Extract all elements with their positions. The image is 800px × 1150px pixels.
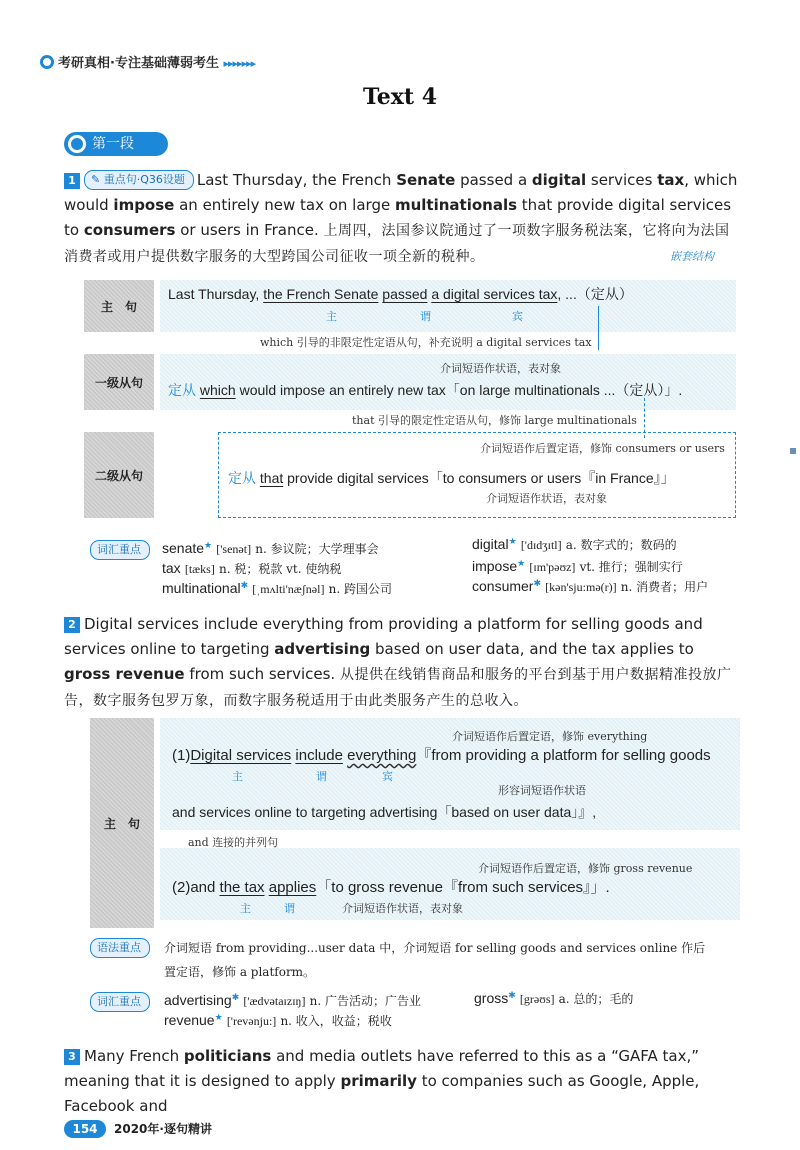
footer-text: 2020年·逐句精讲 — [114, 1122, 212, 1136]
second-clause-label: 二级从句 — [84, 432, 154, 518]
vocab-tag-1: 词汇重点 — [90, 540, 153, 560]
revenue-modifier-note: 介词短语作后置定语，修饰 gross revenue — [478, 862, 693, 875]
second-clause-sentence: 定从 that provide digital services「to consumers or users『in France』」 — [228, 470, 675, 486]
label-verb: 谓 — [420, 311, 431, 323]
second-clause-prep-note: 介词短语作后置定语，修饰 consumers or users — [480, 442, 725, 455]
first-clause-label: 一级从句 — [84, 354, 154, 410]
main-clause-label: 主 句 — [84, 280, 154, 332]
vocab-revenue: revenue★ ['revənju:] n. 收入，收益；税收 — [164, 1012, 392, 1028]
running-header — [40, 52, 255, 71]
vocab-advertising: advertising✱ ['ædvətaɪzɪŋ] n. 广告活动；广告业 — [164, 992, 421, 1008]
arrows-decor: ▸▸▸▸▸▸▸ — [223, 57, 256, 70]
paragraph-number: 2 — [64, 617, 80, 633]
label-subject-3: 主 — [240, 903, 251, 915]
main-clause-label-2: 主 句 — [90, 718, 154, 928]
second-clause-adverbial-note: 介词短语作状语，表对象 — [486, 492, 607, 505]
clause-2-line: (2)and the tax applies「to gross revenue『from such services』」. — [172, 879, 610, 896]
page-number: 154 — [64, 1120, 106, 1138]
label-verb-3: 谓 — [284, 903, 295, 915]
search-icon — [68, 135, 86, 153]
first-clause-sentence: 定从 which would impose an entirely new tax「on large multinationals ...（定从）」. — [168, 382, 683, 398]
vocab-tax: tax [tæks] n. 税；税款 vt. 使纳税 — [162, 560, 342, 576]
paragraph-1-translation: 上周四，法国参议院通过了一项数字服务税法案，它将向为法国消费者或用户提供数字服务的大型跨国公司征收一项全新的税种。 — [64, 223, 730, 265]
vocab-multinational: multinational✱ [ˌmʌlti'næʃnəl] n. 跨国公司 — [162, 580, 392, 596]
vocab-tag-2: 词汇重点 — [90, 992, 153, 1012]
label-verb-2: 谓 — [316, 771, 327, 783]
paragraph-2: 2 Digital services include everything from providing a platform for selling goods and services online to targeting advertising based on user data, and the tax applies to gross revenue from such services. 从提供在线销售商品和服务的平台到基于用户数据精准投放广告，数字服务包罗万象，而数字服务税适用于由此类服务产生的总收入。 — [64, 615, 732, 709]
nested-structure-note: 嵌套结构 — [670, 250, 714, 263]
grammar-note: 介词短语 from providing...user data 中，介词短语 for selling goods and services online 作后 置定语，修饰 a platform。 — [164, 941, 706, 979]
paragraph-1: 1 ✎ 重点句·Q36设题 Last Thursday, the French Senate passed a digital services tax, which would impose an entirely new tax on large multinationals that provide digital services to consumers or users in France. 上周四，法国参议院通过了一项数字服务税法案，它将向为法国消费者或用户提供数字服务的大型跨国公司征收一项全新的税种。 — [64, 171, 738, 265]
label-subject-2: 主 — [232, 771, 243, 783]
vocab-gross: gross✱ [grəʊs] a. 总的；毛的 — [474, 990, 634, 1006]
section-label: 第一段 — [64, 132, 168, 156]
vocab-senate: senate★ ['senət] n. 参议院；大学理事会 — [162, 540, 379, 556]
relative-clause-note-2: that 引导的限定性定语从句，修饰 large multinationals — [352, 414, 637, 427]
label-object: 宾 — [512, 311, 523, 323]
everything-modifier-note: 介词短语作后置定语，修饰 everything — [452, 730, 648, 743]
paragraph-number: 3 — [64, 1049, 80, 1065]
paragraph-number: 1 — [64, 173, 80, 189]
label-object-2: 宾 — [382, 771, 393, 783]
main-clause-sentence: Last Thursday, the French Senate passed a digital services tax, ...（定从） — [168, 286, 633, 302]
paragraph-2-translation: 从提供在线销售商品和服务的平台到基于用户数据精准投放广告，数字服务包罗万象，而数字服务税适用于由此类服务产生的总收入。 — [64, 667, 732, 709]
vocab-consumer: consumer✱ [kən'sju:mə(r)] n. 消费者；用户 — [472, 578, 709, 594]
clause-1-line-2: and services online to targeting advertising「based on user data」』, — [172, 804, 597, 820]
page-title: Text 4 — [362, 84, 438, 110]
adverbial-object-note: 介词短语作状语，表对象 — [342, 902, 463, 915]
header-brand: 考研真相·专注基础薄弱考生 — [58, 56, 219, 71]
first-clause-prep-note: 介词短语作状语，表对象 — [440, 362, 561, 375]
margin-mark — [790, 448, 796, 454]
search-logo-icon — [40, 55, 54, 69]
vocab-impose: impose★ [ɪm'pəʊz] vt. 推行；强制实行 — [472, 558, 683, 574]
paragraph-3: 3 Many French politicians and media outlets have referred to this as a “GAFA tax,” meaning that it is designed to apply primarily to companies such as Google, Apple, Facebook and — [64, 1047, 700, 1115]
connector-line — [598, 306, 599, 350]
clause-1-line-1: (1)Digital services include everything『from providing a platform for selling goods — [172, 747, 711, 764]
vocab-digital: digital★ ['dɪdʒɪtl] a. 数字式的；数码的 — [472, 536, 677, 552]
label-subject: 主 — [326, 311, 337, 323]
grammar-tag: 语法重点 — [90, 938, 153, 958]
adjective-phrase-note: 形容词短语作状语 — [498, 784, 586, 797]
key-sentence-tag: ✎ 重点句·Q36设题 — [84, 170, 194, 190]
and-coordinate-note: and 连接的并列句 — [188, 836, 279, 849]
relative-clause-note-1: which 引导的非限定性定语从句，补充说明 a digital services tax — [260, 336, 592, 349]
